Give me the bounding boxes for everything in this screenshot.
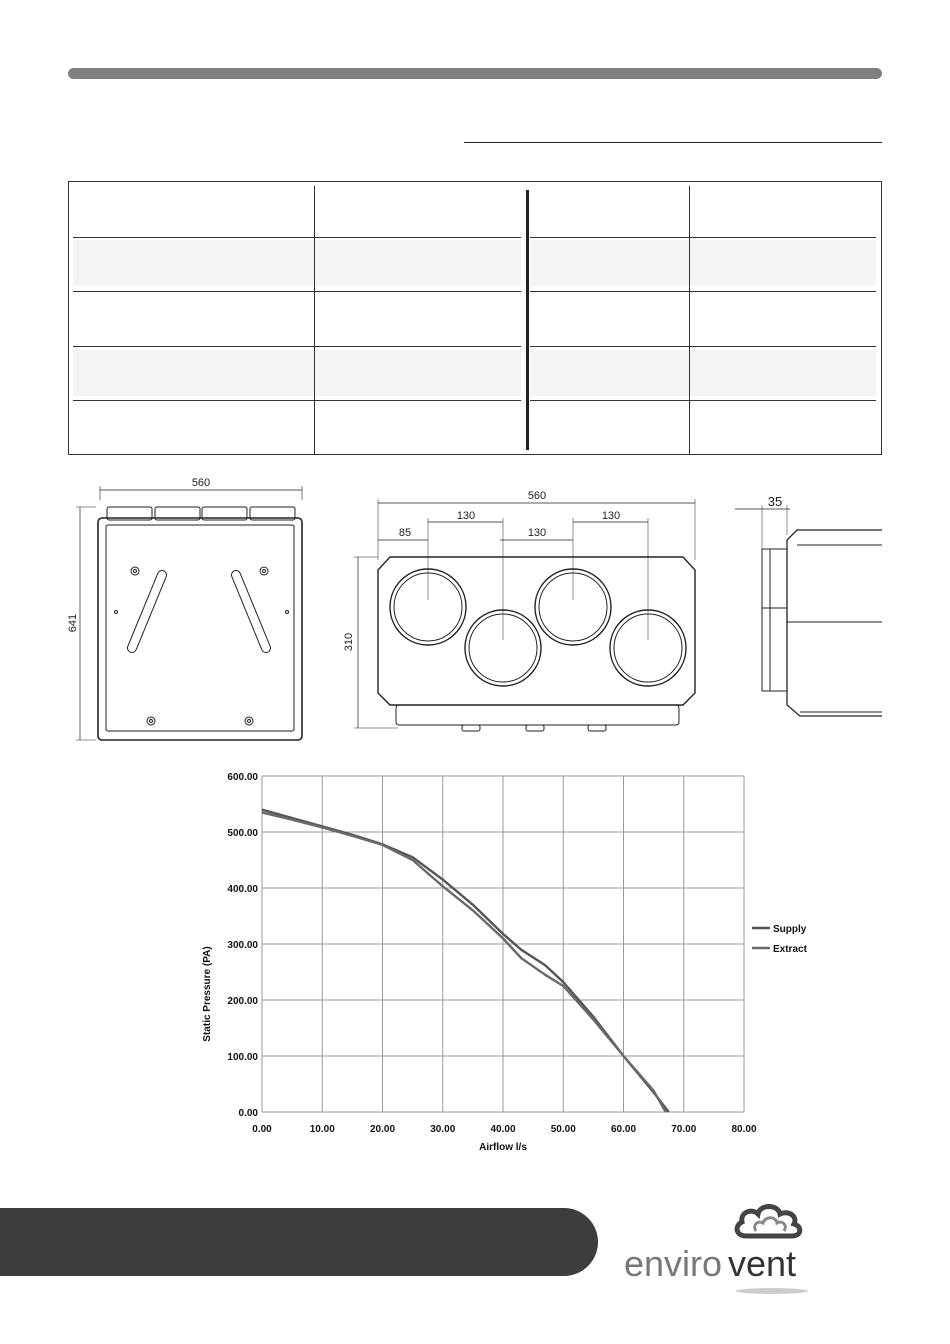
spec-table: [68, 181, 882, 455]
y-axis-label: Static Pressure (PA): [202, 946, 213, 1042]
table-divider: [689, 186, 690, 454]
x-tick-label: 10.00: [309, 1124, 335, 1135]
legend-label: Extract: [773, 944, 807, 955]
table-row-line: [530, 237, 876, 238]
table-row-line: [530, 346, 876, 347]
cloud-icon: [737, 1207, 800, 1237]
chart-legend: [752, 924, 808, 955]
table-row-shade: [73, 240, 521, 286]
chart-grid: [262, 776, 744, 1112]
table-row-shade: [73, 350, 521, 396]
x-tick-label: 20.00: [369, 1124, 396, 1135]
title-underline: [464, 142, 882, 143]
x-tick-label: 80.00: [731, 1124, 757, 1135]
footer-bar: [0, 1208, 598, 1276]
side-depth-label: 35: [767, 494, 783, 509]
front-view-drawing: [76, 486, 302, 740]
table-row-line: [73, 291, 521, 292]
spigot-spacing-label: 130: [456, 510, 476, 522]
y-tick-label: 200.00: [227, 996, 258, 1007]
side-view-drawing: [735, 505, 882, 716]
header-bar: [68, 68, 882, 79]
logo-wordmark-b: vent: [728, 1243, 797, 1284]
table-row-line: [73, 237, 521, 238]
technical-drawings: [0, 470, 950, 760]
table-row-line: [530, 400, 876, 401]
y-axis-ticks: [227, 772, 258, 1119]
top-width-label: 560: [527, 490, 547, 502]
spigot-offset-label: 85: [398, 527, 412, 539]
y-tick-label: 0.00: [238, 1108, 258, 1119]
y-tick-label: 100.00: [227, 1052, 258, 1063]
x-tick-label: 40.00: [490, 1124, 516, 1135]
table-divider: [314, 186, 315, 454]
y-tick-label: 600.00: [227, 772, 258, 783]
table-row-line: [73, 400, 521, 401]
y-tick-label: 500.00: [227, 828, 258, 839]
front-height-label: 641: [67, 613, 79, 633]
table-row-line: [73, 346, 521, 347]
x-tick-label: 30.00: [430, 1124, 456, 1135]
chart-series: [262, 810, 669, 1112]
y-tick-label: 400.00: [227, 884, 258, 895]
x-tick-label: 0.00: [252, 1124, 272, 1135]
table-divider-main: [526, 190, 529, 450]
legend-label: Supply: [773, 924, 807, 935]
x-axis-label: Airflow l/s: [479, 1142, 527, 1153]
series-line-supply: [262, 810, 669, 1112]
table-row-shade: [530, 240, 876, 286]
y-tick-label: 300.00: [227, 940, 258, 951]
spigot-spacing-label: 130: [601, 510, 621, 522]
front-width-label: 560: [191, 477, 211, 489]
logo-shadow: [736, 1288, 808, 1294]
x-axis-ticks: [252, 1124, 757, 1135]
x-tick-label: 60.00: [610, 1124, 637, 1135]
top-height-label: 310: [343, 632, 355, 652]
x-tick-label: 50.00: [550, 1124, 576, 1135]
table-row-line: [530, 291, 876, 292]
logo-wordmark-a: enviro: [624, 1243, 723, 1284]
x-tick-label: 70.00: [671, 1124, 697, 1135]
fan-curve-chart: [190, 764, 830, 1164]
envirovent-logo: [620, 1198, 830, 1298]
spigot-spacing-label: 130: [527, 527, 547, 539]
table-row-shade: [530, 350, 876, 396]
